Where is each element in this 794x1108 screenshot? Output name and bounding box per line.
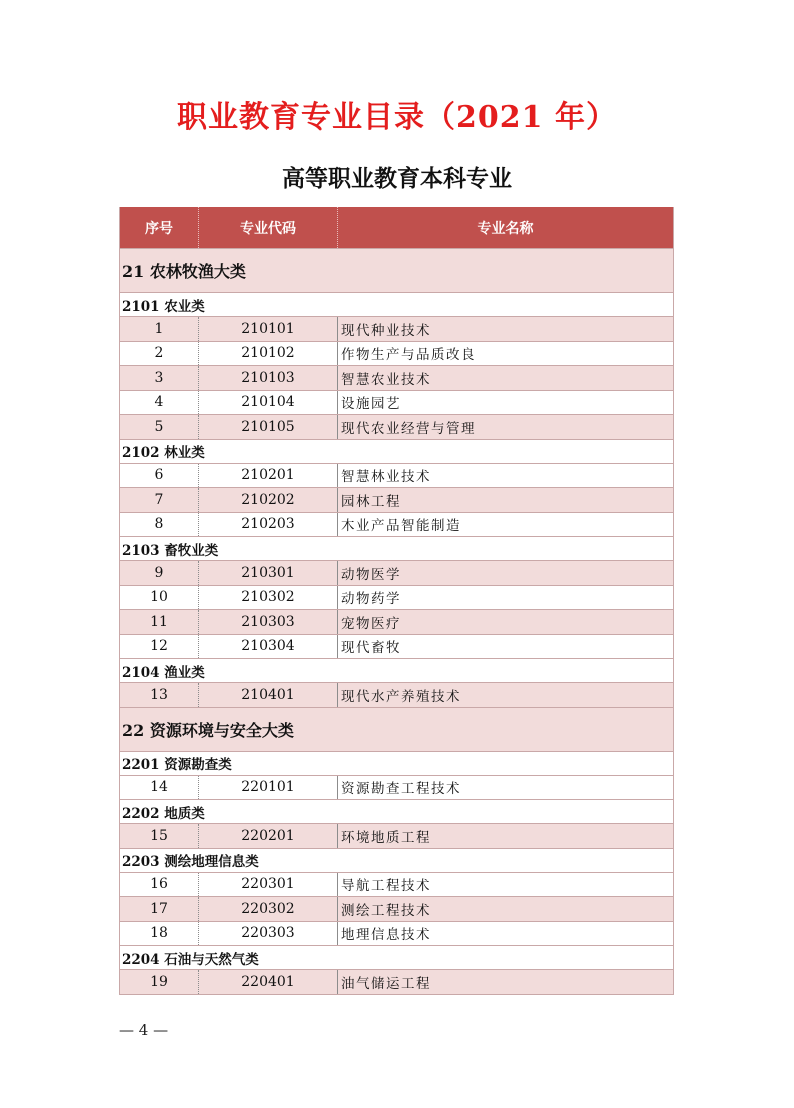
name-cell: 动物药学 [341, 591, 401, 608]
page-number: — 4 — [119, 1021, 169, 1039]
subcategory-row: 2201 资源勘查类 [120, 751, 673, 775]
index-cell: 4 [120, 391, 199, 415]
subcategory-row: 2103 畜牧业类 [120, 536, 673, 560]
code-cell: 220101 [199, 776, 338, 800]
index-cell: 7 [120, 488, 199, 512]
index-cell: 6 [120, 464, 199, 488]
table-row [120, 365, 673, 390]
table-row [120, 390, 673, 415]
table-row [120, 872, 673, 897]
code-cell: 210401 [199, 683, 338, 707]
code-cell: 210302 [199, 586, 338, 610]
name-cell: 作物生产与品质改良 [341, 347, 476, 364]
index-cell: 17 [120, 897, 199, 921]
name-cell: 现代种业技术 [341, 322, 431, 339]
index-cell: 13 [120, 683, 199, 707]
index-cell: 8 [120, 513, 199, 537]
code-cell: 210202 [199, 488, 338, 512]
index-cell: 12 [120, 635, 199, 659]
code-cell: 210103 [199, 366, 338, 390]
subcategory-row: 2104 渔业类 [120, 658, 673, 682]
name-cell: 环境地质工程 [341, 829, 431, 846]
index-cell: 5 [120, 415, 199, 439]
name-cell: 智慧农业技术 [341, 371, 431, 388]
index-cell: 18 [120, 922, 199, 946]
subcategory-row: 2101 农业类 [120, 292, 673, 316]
index-cell: 3 [120, 366, 199, 390]
name-cell: 测绘工程技术 [341, 902, 431, 919]
name-cell: 设施园艺 [341, 396, 401, 413]
name-cell: 智慧林业技术 [341, 469, 431, 486]
table-row [120, 560, 673, 585]
table-row [120, 512, 673, 537]
code-cell: 220302 [199, 897, 338, 921]
index-cell: 9 [120, 561, 199, 585]
table-row [120, 969, 673, 994]
index-cell: 2 [120, 342, 199, 366]
category-row: 22 资源环境与安全大类 [120, 707, 673, 751]
name-cell: 现代畜牧 [341, 640, 401, 657]
header-index: 序号 [120, 207, 199, 248]
index-cell: 10 [120, 586, 199, 610]
table-row [120, 341, 673, 366]
code-cell: 210304 [199, 635, 338, 659]
code-cell: 220201 [199, 824, 338, 848]
name-cell: 现代水产养殖技术 [341, 688, 461, 705]
table-row [120, 487, 673, 512]
name-cell: 地理信息技术 [341, 927, 431, 944]
code-cell: 210203 [199, 513, 338, 537]
table-row [120, 634, 673, 659]
major-catalog-table [119, 207, 674, 995]
name-cell: 宠物医疗 [341, 615, 401, 632]
name-cell: 油气储运工程 [341, 975, 431, 992]
table-row [120, 609, 673, 634]
code-cell: 210104 [199, 391, 338, 415]
category-row: 21 农林牧渔大类 [120, 248, 673, 292]
name-cell: 木业产品智能制造 [341, 518, 461, 535]
table-row [120, 682, 673, 707]
table-row [120, 414, 673, 439]
code-cell: 220303 [199, 922, 338, 946]
code-cell: 210105 [199, 415, 338, 439]
document-title: 职业教育专业目录（2021 年） [177, 100, 617, 135]
subcategory-row: 2204 石油与天然气类 [120, 945, 673, 969]
code-cell: 210301 [199, 561, 338, 585]
code-cell: 210102 [199, 342, 338, 366]
code-cell: 210303 [199, 610, 338, 634]
table-row [120, 896, 673, 921]
code-cell: 220301 [199, 873, 338, 897]
table-header [120, 207, 673, 248]
index-cell: 11 [120, 610, 199, 634]
header-name: 专业名称 [477, 220, 534, 237]
document-subtitle: 高等职业教育本科专业 [282, 165, 512, 192]
table-row [120, 316, 673, 341]
subcategory-row: 2102 林业类 [120, 439, 673, 463]
name-cell: 导航工程技术 [341, 878, 431, 895]
header-code: 专业代码 [199, 207, 338, 248]
code-cell: 210201 [199, 464, 338, 488]
table-row [120, 585, 673, 610]
subcategory-row: 2203 测绘地理信息类 [120, 848, 673, 872]
index-cell: 16 [120, 873, 199, 897]
index-cell: 19 [120, 970, 199, 994]
table-body [120, 248, 673, 994]
name-cell: 动物医学 [341, 566, 401, 583]
table-row [120, 775, 673, 800]
table-row [120, 823, 673, 848]
name-cell: 园林工程 [341, 493, 401, 510]
code-cell: 210101 [199, 317, 338, 341]
name-cell: 现代农业经营与管理 [341, 420, 476, 437]
index-cell: 15 [120, 824, 199, 848]
subcategory-row: 2202 地质类 [120, 799, 673, 823]
code-cell: 220401 [199, 970, 338, 994]
table-row [120, 921, 673, 946]
table-row [120, 463, 673, 488]
index-cell: 14 [120, 776, 199, 800]
name-cell: 资源勘查工程技术 [341, 781, 461, 798]
index-cell: 1 [120, 317, 199, 341]
